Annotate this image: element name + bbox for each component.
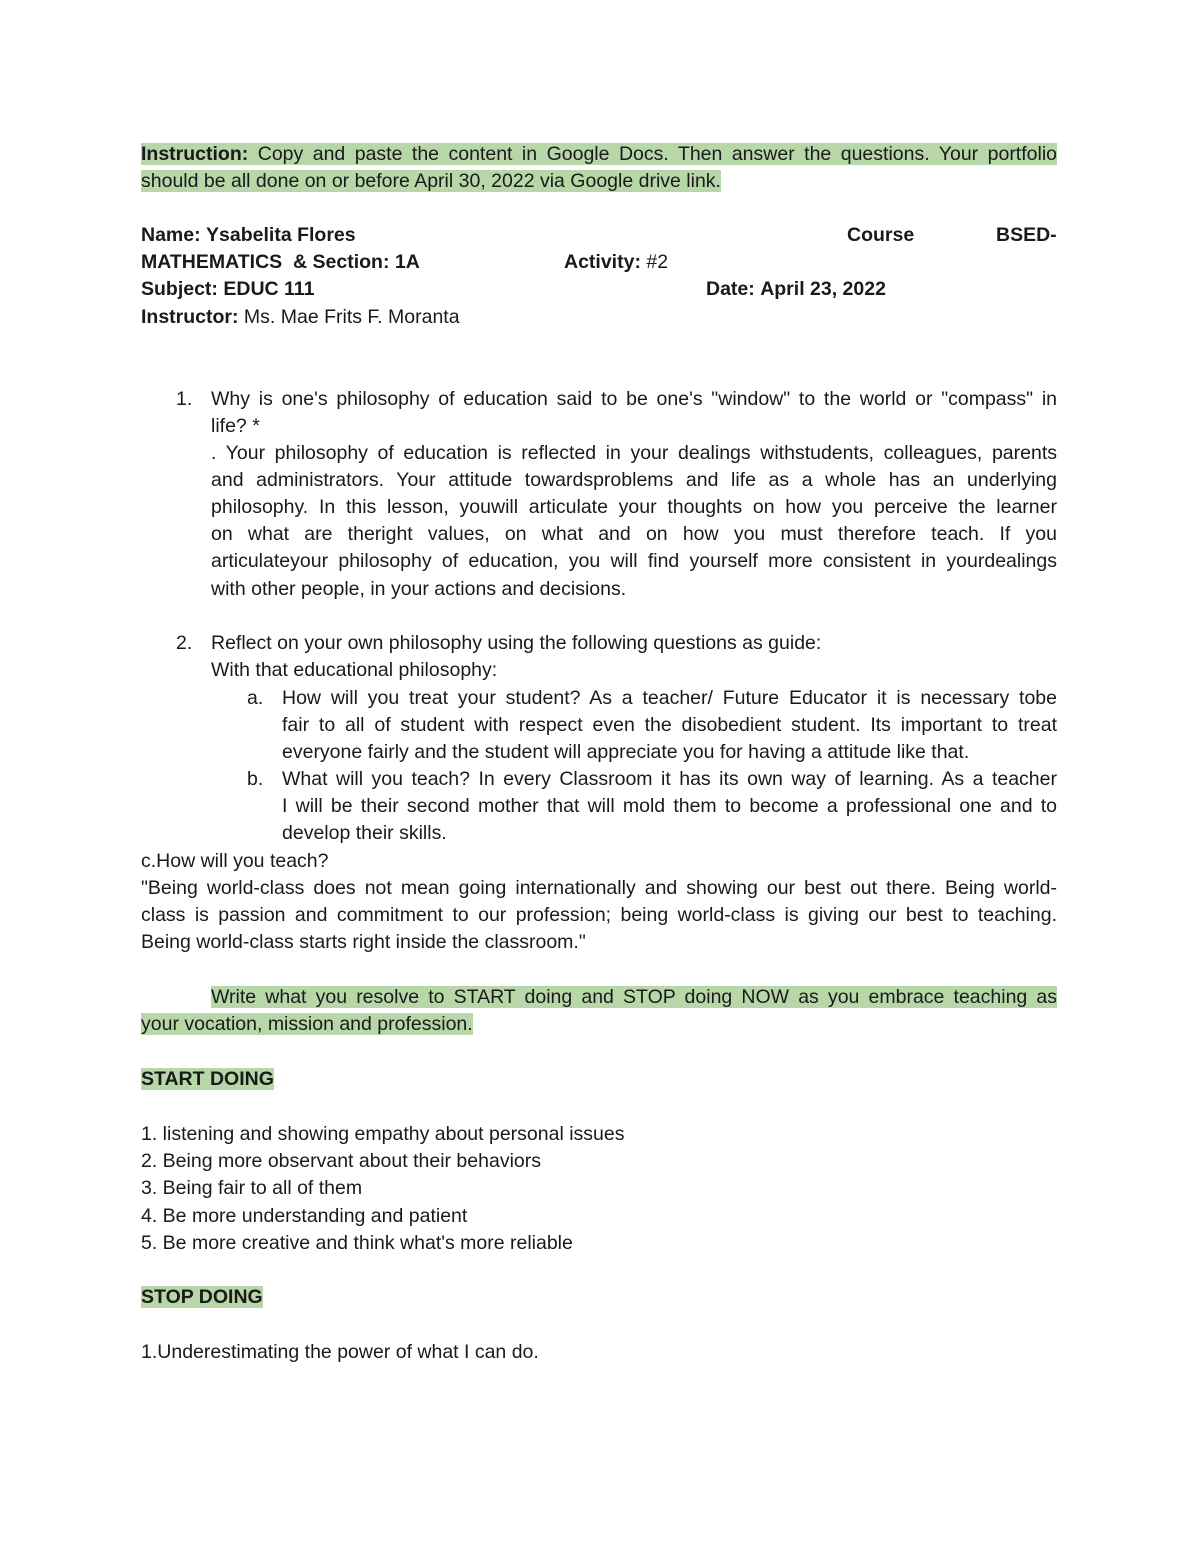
stop-doing-item: 1.Underestimating the power of what I can do. [141,1341,539,1363]
q1-line: and administrators. Your attitude towardsproblems and life as a whole has an underlying [211,469,1057,491]
q1-line: on what are theright values, on what and on how you must therefore teach. If you [211,523,1057,545]
date-label: Date: [706,278,755,300]
quote-line: class is passion and commitment to our profession; being world-class is giving our best to teaching. [141,904,1057,926]
start-doing-heading: START DOING [141,1068,274,1090]
q2-line-2: With that educational philosophy: [211,659,498,681]
activity-field [564,249,668,276]
q1-number: 1. [176,388,193,410]
course-section-field [141,249,420,276]
resolve-line-2: your vocation, mission and profession. [141,1013,473,1035]
instruction-text-1: Copy and paste the content in Google Docs. Then answer the questions. Your portfolio [257,143,1058,165]
subject-label: Subject: [141,278,218,300]
instructor-value: Ms. Mae Frits F. Moranta [243,306,460,328]
q2a-marker: a. [247,687,264,709]
activity-value: #2 [646,251,669,273]
course-value-part1: BSED- [996,224,1057,246]
name-label: Name: [141,224,201,246]
q1-line: . Your philosophy of education is reflected in your dealings withstudents, colleagues, parents [211,442,1057,464]
q2b-line: develop their skills. [282,822,447,844]
activity-label: Activity: [564,251,641,273]
q2a-line: fair to all of student with respect even the disobedient student. Its important to treat [282,714,1057,736]
q2a-line: everyone fairly and the student will appreciate you for having a attitude like that. [282,741,970,763]
stop-doing-heading: STOP DOING [141,1286,263,1308]
resolve-line-1: Write what you resolve to START doing and STOP doing NOW as you embrace teaching as [211,986,1057,1008]
start-doing-item: 3. Being fair to all of them [141,1177,363,1199]
instruction-text-2: should be all done on or before April 30, 2022 via Google drive link. [141,170,721,192]
q2b-marker: b. [247,768,264,790]
name-field [141,222,356,249]
q2c-line: c.How will you teach? [141,850,329,872]
instructor-label: Instructor: [141,306,239,328]
name-value: Ysabelita Flores [206,224,356,246]
q1-line: life? * [211,415,260,437]
course-value-part2: MATHEMATICS [141,251,283,273]
instruction-label: Instruction: [141,143,249,165]
q2-number: 2. [176,632,193,654]
date-value: April 23, 2022 [760,278,886,300]
instruction-line-1 [141,141,1057,168]
q1-line: articulateyour philosophy of education, you will find yourself more consistent in yourdealings [211,550,1057,572]
subject-field [141,276,314,303]
q1-line: Why is one's philosophy of education said to be one's "window" to the world or "compass" in [211,388,1057,410]
q2b-line: I will be their second mother that will mold them to become a professional one and to [282,795,1057,817]
q2-line-1: Reflect on your own philosophy using the following questions as guide: [211,632,822,654]
section-value: 1A [394,251,420,273]
quote-line: "Being world-class does not mean going internationally and showing our best out there. Being world- [141,877,1057,899]
subject-value: EDUC 111 [223,278,315,300]
start-doing-item: 5. Be more creative and think what's more reliable [141,1232,573,1254]
start-doing-item: 4. Be more understanding and patient [141,1205,468,1227]
section-label: & Section: [293,251,390,273]
date-field [706,276,886,303]
course-label: Course [847,224,915,246]
start-doing-item: 1. listening and showing empathy about personal issues [141,1123,625,1145]
q2a-line: How will you treat your student? As a teacher/ Future Educator it is necessary tobe [282,687,1057,709]
q1-line: with other people, in your actions and decisions. [211,578,627,600]
instructor-field [141,304,460,331]
instruction-line-2 [141,168,721,195]
q1-line: philosophy. In this lesson, youwill articulate your thoughts on how you perceive the learner [211,496,1057,518]
quote-line: Being world-class starts right inside the classroom." [141,931,586,953]
q2b-line: What will you teach? In every Classroom it has its own way of learning. As a teacher [282,768,1057,790]
start-doing-item: 2. Being more observant about their behaviors [141,1150,541,1172]
